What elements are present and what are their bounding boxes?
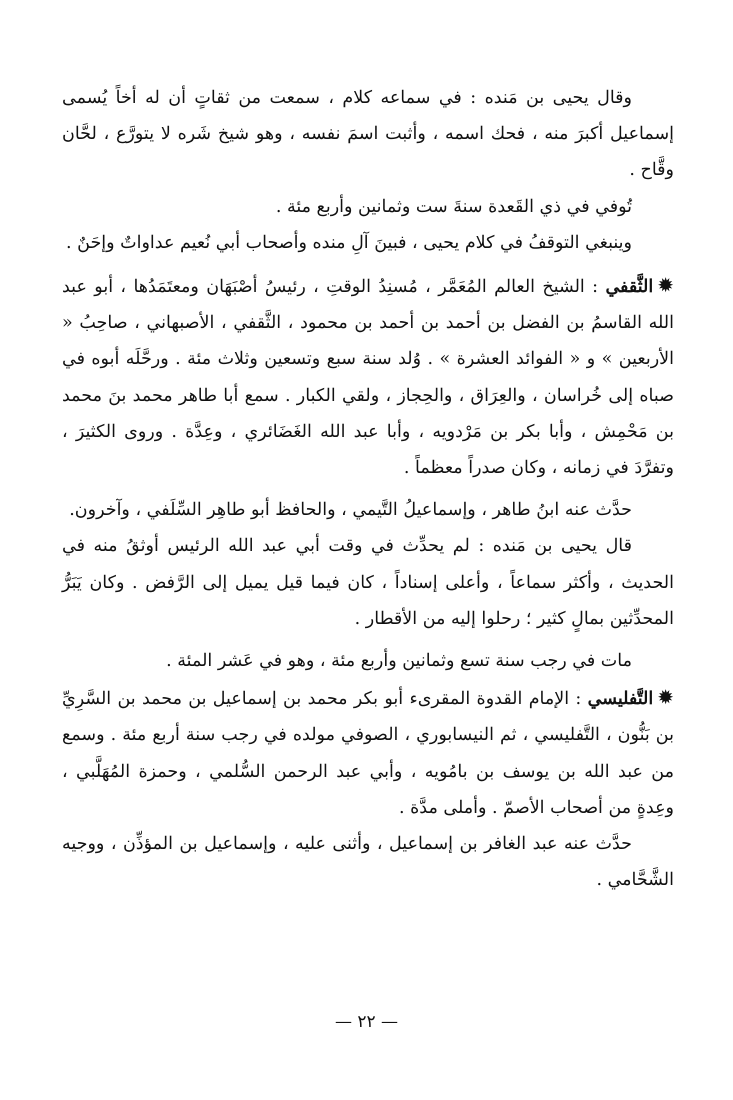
paragraph-tiflisi-narrators: حدَّث عنه عبد الغافر بن إسماعيل ، وأثنى عليه ، وإسماعيل بن المؤذِّن ، ووجيه الشَّحَّامي . <box>62 834 674 891</box>
paragraph-narrators: حدَّث عنه ابنُ طاهر ، وإسماعيلُ التَّيمي ، والحافظ أبو طاهِر السِّلَفي ، وآخرون. <box>69 500 632 521</box>
paragraph-thaqafi-death: مات في رجب سنة تسع وثمانين وأربع مئة ، وهو في عَشر المئة . <box>166 651 632 672</box>
page-number: — ٢٢ — <box>334 1012 399 1032</box>
page-body <box>62 80 674 898</box>
paragraph-death-date: تُوفي في ذي القَعدة سنةَ ست وثمانين وأربع مئة . <box>275 196 632 217</box>
entry-thaqafi <box>62 267 674 486</box>
entry-heading-thaqafi: الثَّقفي <box>605 277 654 298</box>
entry-heading-tiflisi: التَّفليسي <box>587 689 654 710</box>
star-icon: ✹ <box>657 273 674 298</box>
entry-text-tiflisi: : الإمام القدوة المقرىء أبو بكر محمد بن إسماعيل بن محمد بن السَّرِيِّ بن بَنُّون ، التَّفليسي ، ثم النيسابوري ، الصوفي مولده في رجب سنة أربع مئة . وسمع من عبد الله بن يوسف بن بامُويه ، وأبي عبد الرحمن السُّلمي ، وحمزة المُهَلَّبي ، وعِدةٍ من أصحاب الأصمّ . وأملى مدَّة . <box>62 689 674 818</box>
entry-text-thaqafi: : الشيخ العالم المُعَمَّر ، مُسنِدُ الوقتِ ، رئيسُ أصْبَهَان ومعتَمَدُها ، أبو عبد الله القاسمُ بن الفضل بن أحمد بن أحمد بن محمود ، الثَّقفي ، الأصبهاني ، صاحِبُ « الأربعين » و « الفوائد العشرة » . وُلد سنة سبع وتسعين وثلاث مئة . ورحَّلَه أبوه في صباه إلى خُراسان ، والعِرَاق ، والحِجاز ، ولقي الكبار . سمع أبا طاهر محمد بنَ محمد بن مَحْمِش ، وأبا بكر بن مَرْدويه ، وأبا عبد الله الغَضَائري ، وعِدَّة . وروى الكثيرَ ، وتفرَّدَ في زمانه ، وكان صدراً معظماً . <box>62 277 674 479</box>
star-icon: ✹ <box>657 685 674 710</box>
paragraph-caution: وينبغي التوقفُ في كلام يحيى ، فبينَ آلِ منده وأصحاب أبي نُعيم عداواتٌ وإحَنٌ . <box>66 232 632 253</box>
entry-tiflisi <box>62 679 674 826</box>
paragraph-yahya-statement: وقال يحيى بن مَنده : في سماعه كلام ، سمعت من ثقاتٍ أن له أخاً يُسمى إسماعيل أكبرَ منه ، فحك اسمه ، وأثبت اسمَ نفسه ، وهو شيخ شَره لا يتورَّع ، لحَّان وقَّاح . <box>62 88 674 181</box>
paragraph-yahya-praise: قال يحيى بن مَنده : لم يحدِّث في وقت أبي عبد الله الرئيس أوثقُ منه في الحديث ، وأكثر سماعاً ، وأعلى إسناداً ، كان فيما قيل يميل إلى الرَّفض . وكان يَبَرُّ المحدِّثين بمالٍ كثير ؛ رحلوا إليه من الأقطار . <box>62 536 674 629</box>
